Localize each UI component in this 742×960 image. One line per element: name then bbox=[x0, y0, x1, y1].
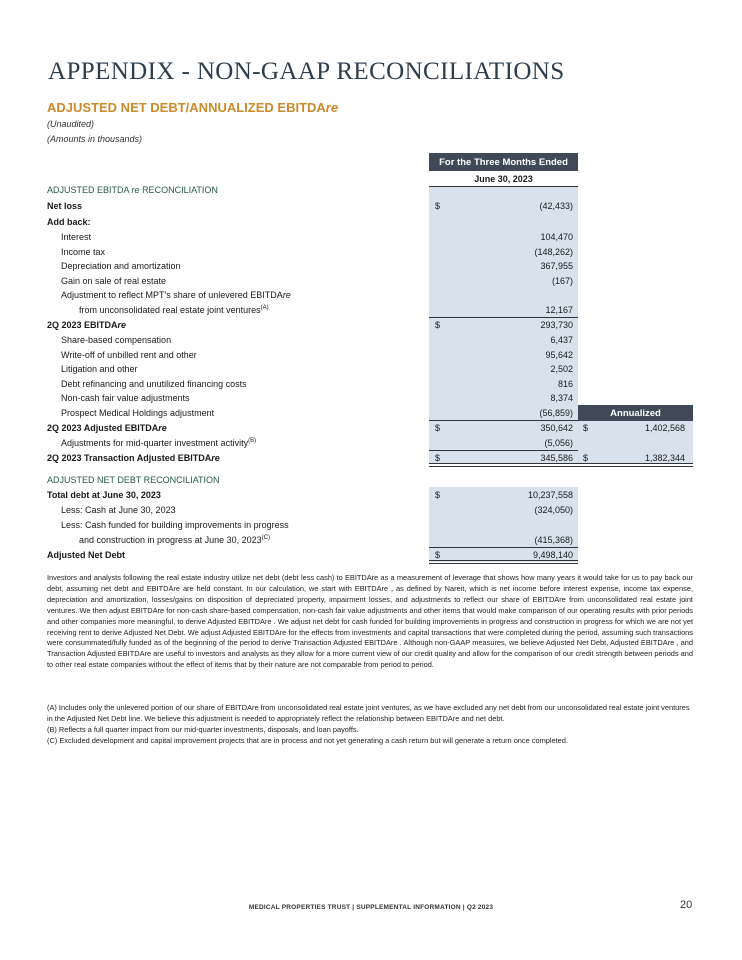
unaudited-note: (Unaudited) bbox=[47, 119, 95, 129]
footnote-a: (A) Includes only the unlevered portion of our share of EBITDAre from unconsolidated real estate joint ventures, as we have excluded any net debt from our unconsolidated real estate joint ventures in the Adjusted Net Debt line. We believe this adjustment is needed to appropriately reflect the relationship between EBITDAre and net debt. bbox=[47, 703, 690, 723]
total-double-line bbox=[429, 463, 693, 467]
table-row-total-debt: Total debt at June 30, 2023 $ 10,237,558 bbox=[47, 490, 573, 500]
table-row-q2-transaction-adjusted: 2Q 2023 Transaction Adjusted EBITDAre $ 345,586 $ 1,382,344 bbox=[47, 452, 685, 463]
table-row-mpt-adjustment-cont: from unconsolidated real estate joint ventures$^{(A)}$ 12,167 bbox=[79, 305, 573, 315]
table-row-share-comp: Share-based compensation 6,437 bbox=[61, 335, 573, 345]
table-row-q2-adjusted-ebitda: 2Q 2023 Adjusted EBITDAre $ 350,642 $ 1,402,568 bbox=[47, 423, 685, 433]
table-row-mpt-adjustment: Adjustment to reflect MPT's share of unlevered EBITDAre bbox=[61, 290, 291, 300]
period-date: June 30, 2023 bbox=[429, 172, 578, 187]
table-row-less-cash: Less: Cash at June 30, 2023 (324,050) bbox=[61, 505, 573, 515]
footnote-c: (C) Excluded development and capital improvement projects that are in process and not yet generating a cash return but will generate a return once completed. bbox=[47, 735, 568, 745]
page-title: APPENDIX - NON-GAAP RECONCILIATIONS bbox=[48, 58, 565, 85]
table-row-net-loss: Net loss $ (42,433) bbox=[47, 201, 573, 211]
table-row-writeoff: Write-off of unbilled rent and other 95,642 bbox=[61, 349, 573, 360]
table-row-q2-ebitda: 2Q 2023 EBITDAre $ 293,730 bbox=[47, 320, 573, 330]
table-row-litigation: Litigation and other 2,502 bbox=[61, 364, 573, 374]
table-row-income-tax: Income tax (148,262) bbox=[61, 246, 573, 257]
table-row-debt-refi: Debt refinancing and unutilized financing costs 816 bbox=[61, 378, 573, 389]
table-row-less-funded-cont: and construction in progress at June 30, $2023^{(C)}$ (415,368) bbox=[79, 535, 573, 545]
table-row-prospect: Prospect Medical Holdings adjustment (56,859) bbox=[61, 407, 573, 418]
section-subtitle: ADJUSTED NET DEBT/ANNUALIZED EBITDAre bbox=[47, 100, 339, 115]
table-row-noncash-fv: Non-cash fair value adjustments 8,374 bbox=[61, 393, 573, 403]
annualized-header: Annualized bbox=[578, 405, 693, 421]
table-row-gain-on-sale: Gain on sale of real estate (167) bbox=[61, 275, 573, 286]
table-row-add-back: Add back: bbox=[47, 217, 91, 227]
amounts-note: (Amounts in thousands) bbox=[47, 134, 143, 144]
page-number: 20 bbox=[680, 899, 693, 911]
footnote-b: (B) Reflects a full quarter impact from our mid-quarter investments, disposals, and loan payoffs. bbox=[47, 724, 359, 734]
table-row-mid-quarter: Adjustments for mid-quarter investment activity$^{(B)}$ (5,056) bbox=[61, 437, 573, 448]
period-header: For the Three Months Ended bbox=[429, 153, 578, 171]
table-row-depreciation: Depreciation and amortization 367,955 bbox=[61, 261, 573, 271]
explanatory-paragraph: Investors and analysts following the real estate industry utilize net debt (debt less cash) to EBITDAre as a measurement of leverage that shows how many years it would take for us to pay back our debt, assuming net debt and EBITDAre are held constant. In our calculation, we start with EBITDAre , as defined by Nareit, which is net income before interest expense, income tax expense, depreciation and amortization, losses/gains on disposition of depreciated property, impairment losses, and adjustments to reflect our share of EBITDAre from unconsolidated real estate joint ventures. We then adjust EBITDAre for non-cash share-based compensation, non-cash fair value adjustments and other items that would make comparison of our operating results with prior periods and other companies more meaningful, to derive Adjusted EBITDAre . We adjust net debt for cash funded for building improvements in progress and construction in progress for which we are not yet receiving rent to derive Adjusted Net Debt. We adjust Adjusted EBITDAre for the effects from investments and capital transactions that were completed during the period, assuming such transactions were consummated/fully funded as of the beginning of the period to derive Transaction Adjusted EBITDAre . Although non-GAAP measures, we believe Adjusted Net Debt, Adjusted EBITDAre , and Transaction Adjusted EBITDAre are useful to investors and analysts as they allow for a more current view of our credit quality and allow for the comparison of our credit strength between periods and to other real estate companies without the effect of items that by their nature are not comparable from period to period. bbox=[47, 573, 693, 670]
page-footer: MEDICAL PROPERTIES TRUST | SUPPLEMENTAL INFORMATION | Q2 2023 bbox=[248, 904, 494, 911]
table-row-interest: Interest 104,470 bbox=[61, 232, 573, 242]
footnotes bbox=[47, 703, 693, 747]
total-double-line bbox=[429, 560, 578, 564]
table-row-less-funded: Less: Cash funded for building improvements in progress bbox=[61, 520, 289, 530]
ebitda-reconciliation-heading: ADJUSTED EBITDA re RECONCILIATION bbox=[47, 185, 218, 195]
table-row-adjusted-net-debt: Adjusted Net Debt $ 9,498,140 bbox=[47, 549, 573, 560]
net-debt-reconciliation-heading: ADJUSTED NET DEBT RECONCILIATION bbox=[47, 475, 220, 485]
